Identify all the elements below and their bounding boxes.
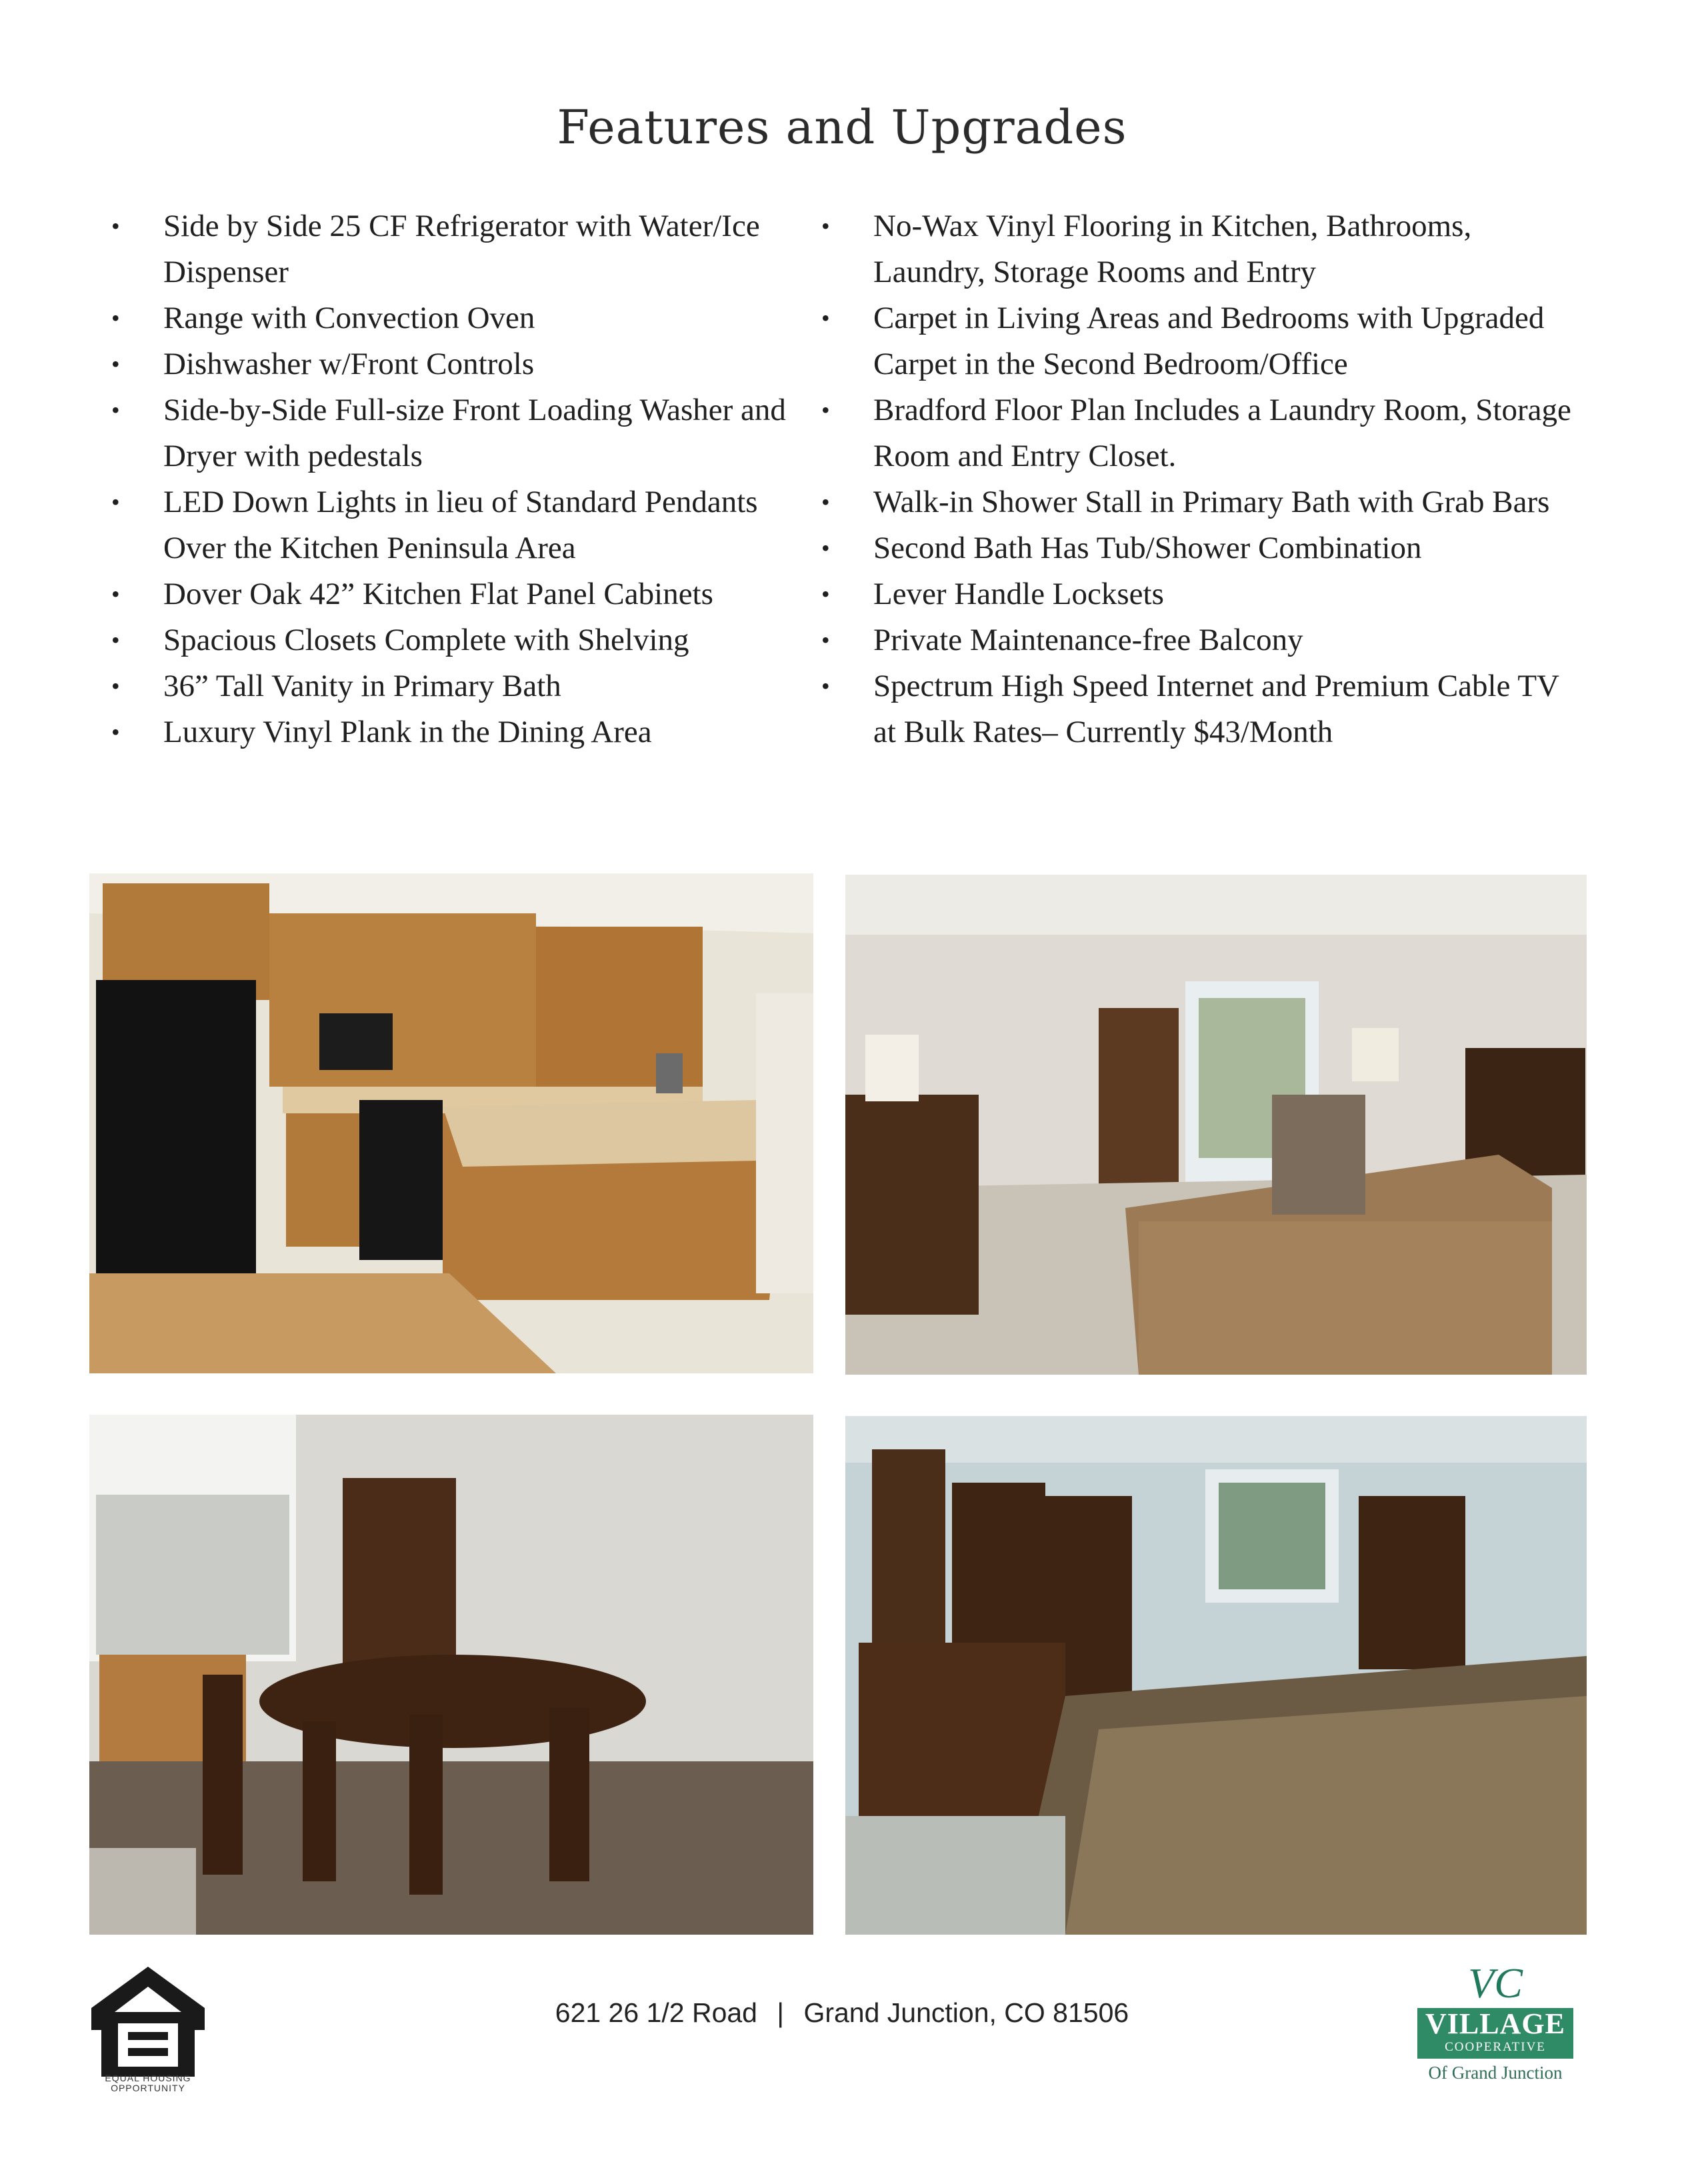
feature-text: Bradford Floor Plan Includes a Laundry Room, Storage Room and Entry Closet.	[873, 393, 1571, 473]
logo-sub: COOPERATIVE	[1445, 2040, 1546, 2054]
feature-item	[813, 663, 1587, 755]
feature-text: 36” Tall Vanity in Primary Bath	[163, 669, 561, 703]
bullet-icon: •	[111, 627, 120, 653]
feature-item	[813, 571, 1587, 617]
bullet-icon: •	[821, 397, 830, 423]
vc-monogram-icon: VC	[1468, 1959, 1523, 2007]
bullet-icon: •	[111, 305, 120, 331]
feature-text: Spectrum High Speed Internet and Premium Cable TV at Bulk Rates– Currently $43/Month	[873, 669, 1559, 749]
feature-text: No-Wax Vinyl Flooring in Kitchen, Bathrooms, Laundry, Storage Rooms and Entry	[873, 209, 1472, 289]
feature-item	[103, 387, 810, 479]
bullet-icon: •	[821, 627, 830, 653]
bullet-icon: •	[821, 673, 830, 699]
feature-text: Side by Side 25 CF Refrigerator with Water/Ice Dispenser	[163, 209, 760, 289]
logo-plate	[1417, 2008, 1573, 2059]
features-list-left	[103, 203, 810, 755]
feature-item	[813, 295, 1587, 387]
bullet-icon: •	[111, 397, 120, 423]
feature-text: Walk-in Shower Stall in Primary Bath with Grab Bars	[873, 485, 1550, 519]
bullet-icon: •	[111, 489, 120, 515]
feature-text: Carpet in Living Areas and Bedrooms with Upgraded Carpet in the Second Bedroom/Office	[873, 301, 1545, 381]
feature-item	[103, 341, 810, 387]
bullet-icon: •	[821, 535, 830, 561]
equal-housing-icon	[88, 1960, 208, 2087]
feature-item	[103, 203, 810, 295]
feature-item	[103, 617, 810, 663]
feature-text: Luxury Vinyl Plank in the Dining Area	[163, 715, 652, 749]
feature-item	[103, 663, 810, 709]
feature-item	[813, 387, 1587, 479]
logo-place: Of Grand Junction	[1428, 2063, 1563, 2083]
bullet-icon: •	[821, 213, 830, 239]
feature-item	[103, 479, 810, 571]
eho-line1: EQUAL HOUSING	[105, 2073, 191, 2083]
feature-text: Range with Convection Oven	[163, 301, 535, 335]
bullet-icon: •	[111, 351, 120, 377]
bullet-icon: •	[111, 581, 120, 607]
bullet-icon: •	[111, 719, 120, 745]
feature-item	[813, 479, 1587, 525]
feature-text: Dover Oak 42” Kitchen Flat Panel Cabinets	[163, 577, 713, 611]
feature-text: LED Down Lights in lieu of Standard Pendants Over the Kitchen Peninsula Area	[163, 485, 758, 565]
feature-text: Private Maintenance-free Balcony	[873, 623, 1303, 657]
feature-text: Dishwasher w/Front Controls	[163, 347, 535, 381]
feature-item	[103, 295, 810, 341]
feature-text: Spacious Closets Complete with Shelving	[163, 623, 689, 657]
bullet-icon: •	[821, 305, 830, 331]
bedroom-photo	[845, 1416, 1587, 1935]
feature-item	[103, 709, 810, 755]
feature-text: Second Bath Has Tub/Shower Combination	[873, 531, 1422, 565]
feature-item	[813, 203, 1587, 295]
feature-text: Lever Handle Locksets	[873, 577, 1164, 611]
equal-housing-caption	[88, 2073, 208, 2093]
features-list-right	[813, 203, 1587, 755]
feature-text: Side-by-Side Full-size Front Loading Washer and Dryer with pedestals	[163, 393, 786, 473]
eho-line2: OPPORTUNITY	[111, 2083, 185, 2093]
bullet-icon: •	[111, 673, 120, 699]
feature-item	[103, 571, 810, 617]
city-state-zip: Grand Junction, CO 81506	[803, 1997, 1129, 2028]
bullet-icon: •	[821, 489, 830, 515]
address-separator: |	[777, 1997, 785, 2028]
bullet-icon: •	[821, 581, 830, 607]
kitchen-photo	[89, 873, 813, 1373]
street-address: 621 26 1/2 Road	[555, 1997, 757, 2028]
bullet-icon: •	[111, 213, 120, 239]
page-title: Features and Upgrades	[557, 100, 1127, 155]
dining-room-photo	[89, 1415, 813, 1935]
village-cooperative-logo	[1413, 1959, 1577, 2092]
living-room-photo	[845, 875, 1587, 1375]
logo-name: VILLAGE	[1425, 2007, 1565, 2040]
feature-item	[813, 525, 1587, 571]
feature-item	[813, 617, 1587, 663]
